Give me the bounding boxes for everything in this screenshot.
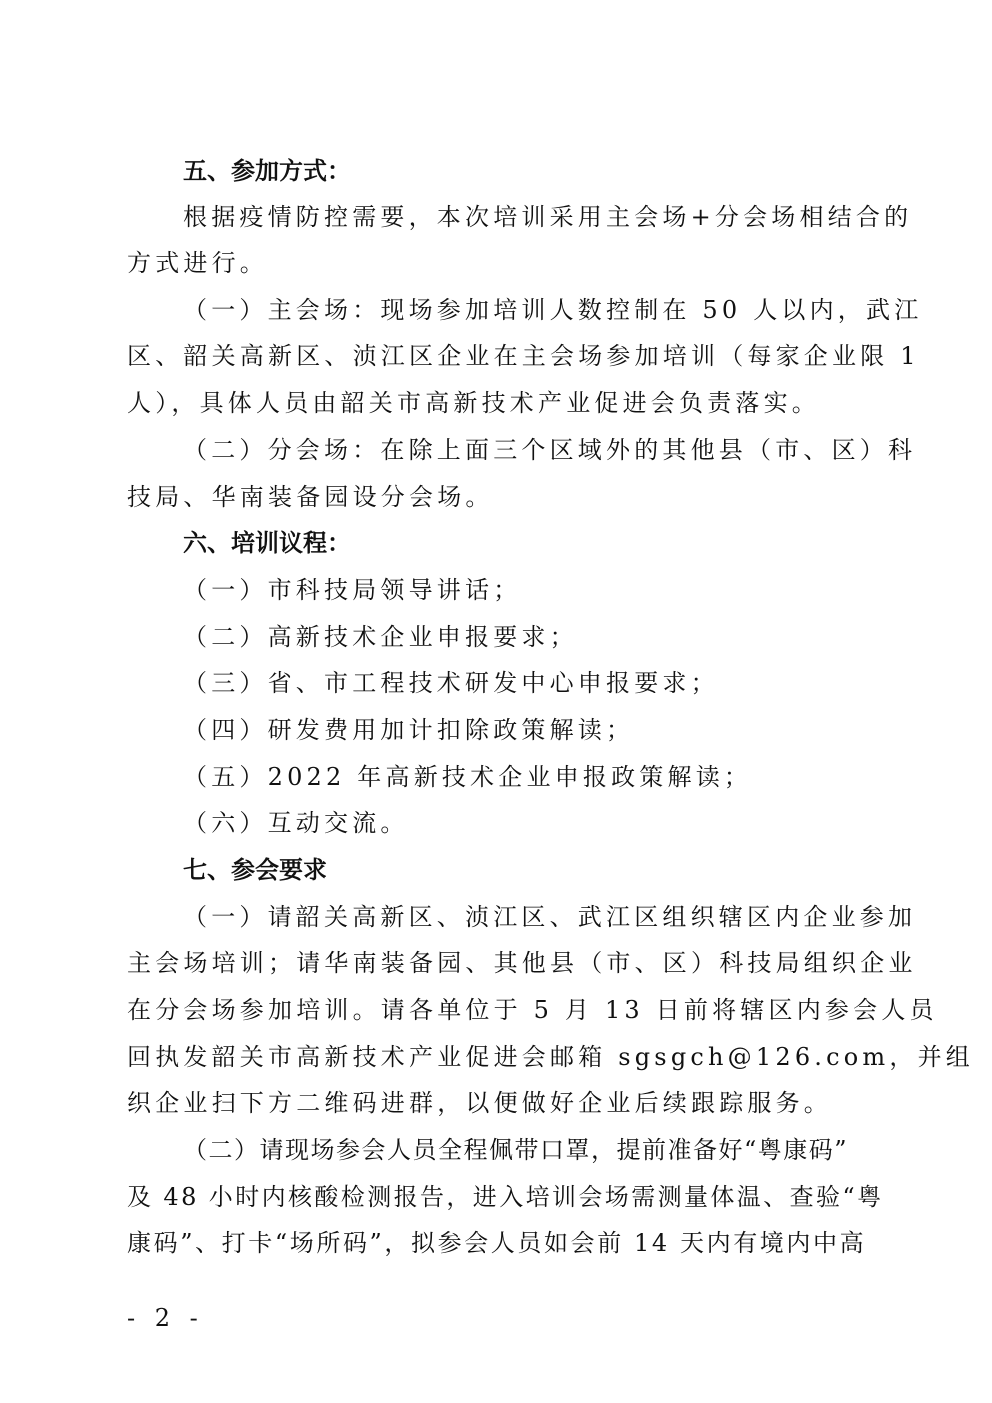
main-venue-line-1: （一）主会场：现场参加培训人数控制在 50 人以内，武江 <box>183 296 923 324</box>
agenda-item: （二）高新技术企业申报要求； <box>183 623 578 651</box>
section-7-heading: 七、参会要求 <box>183 855 327 884</box>
agenda-item: （五）2022 年高新技术企业申报政策解读； <box>183 763 753 791</box>
branch-venue-line-1: （二）分会场：在除上面三个区域外的其他县（市、区）科 <box>183 436 917 464</box>
agenda-item: （三）省、市工程技术研发中心申报要求； <box>183 669 719 697</box>
section-5-intro-line-1: 根据疫情防控需要，本次培训采用主会场+分会场相结合的 <box>183 203 913 231</box>
requirement-2-line-1: （二）请现场参会人员全程佩带口罩，提前准备好“粤康码” <box>183 1136 849 1164</box>
agenda-item: （一）市科技局领导讲话； <box>183 576 522 604</box>
main-venue-line-3: 人），具体人员由韶关市高新技术产业促进会负责落实。 <box>127 389 820 417</box>
section-5-intro-line-2: 方式进行。 <box>127 249 268 277</box>
requirement-1-line-3: 在分会场参加培训。请各单位于 5 月 13 日前将辖区内参会人员 <box>127 996 938 1024</box>
requirement-2-line-2: 及 48 小时内核酸检测报告，进入培训会场需测量体温、查验“粤 <box>127 1183 884 1211</box>
requirement-1-line-2: 主会场培训；请华南装备园、其他县（市、区）科技局组织企业 <box>127 949 917 977</box>
page-number: - 2 - <box>127 1304 204 1332</box>
branch-venue-line-2: 技局、华南装备园设分会场。 <box>127 483 494 511</box>
section-6-heading: 六、培训议程： <box>183 528 351 557</box>
requirement-1-line-4: 回执发韶关市高新技术产业促进会邮箱 sgsgch@126.com，并组 <box>127 1043 974 1071</box>
section-5-heading: 五、参加方式： <box>183 156 351 185</box>
agenda-item: （四）研发费用加计扣除政策解读； <box>183 716 635 744</box>
main-venue-line-2: 区、韶关高新区、浈江区企业在主会场参加培训（每家企业限 1 <box>127 342 920 370</box>
requirement-1-line-5: 织企业扫下方二维码进群，以便做好企业后续跟踪服务。 <box>127 1089 832 1117</box>
requirement-2-line-3: 康码”、打卡“场所码”，拟参会人员如会前 14 天内有境内中高 <box>127 1229 867 1257</box>
agenda-item: （六）互动交流。 <box>183 809 409 837</box>
requirement-1-line-1: （一）请韶关高新区、浈江区、武江区组织辖区内企业参加 <box>183 903 917 931</box>
